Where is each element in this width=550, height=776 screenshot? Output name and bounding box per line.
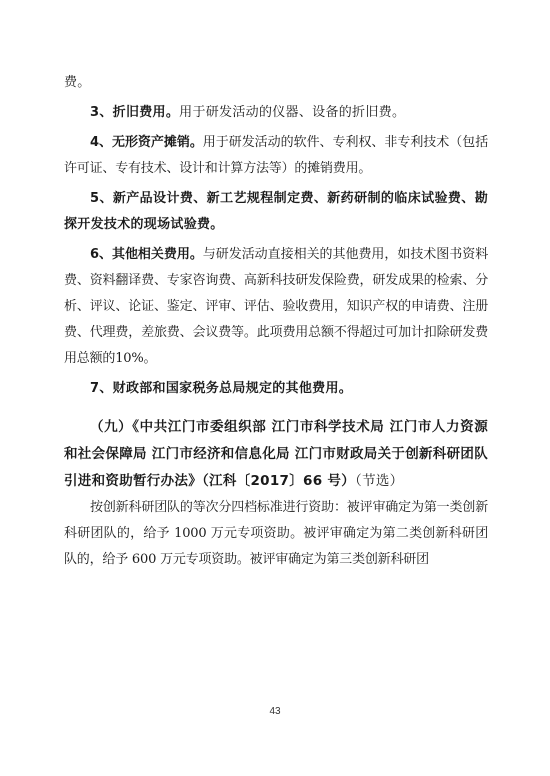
body-paragraph: 按创新科研团队的等次分四档标准进行资助：被评审确定为第一类创新科研团队的，给予 1000 万元专项资助。被评审确定为第二类创新科研团队的，给予 600 万元专项资助。被评审确定为第三类创新科研团: [64, 500, 488, 567]
item-heading: 4、无形资产摊销。: [90, 135, 203, 150]
item-heading: 3、折旧费用。: [90, 105, 180, 120]
list-item-5: [64, 186, 488, 238]
list-item-3: [64, 100, 488, 126]
page-content: [64, 70, 488, 573]
item-heading: 7、财政部和国家税务总局规定的其他费用。: [90, 381, 353, 396]
section-note: （节选）: [355, 473, 404, 489]
item-body: 用于研发活动的软件、专利权、非专利技术（包括许可证、专有技术、设计和计算方法等）的摊销费用。: [64, 135, 488, 176]
item-body: 与研发活动直接相关的其他费用，如技术图书资料费、资料翻译费、专家咨询费、高新科技研发保险费，研发成果的检索、分析、评议、论证、鉴定、评审、评估、验收费用，知识产权的申请费、注册费、代理费，差旅费、会议费等。此项费用总额不得超过可加计扣除研发费用总额的10%。: [64, 247, 488, 366]
list-item-7: [64, 376, 488, 402]
item-heading: 5、新产品设计费、新工艺规程制定费、新药研制的临床试验费、勘探开发技术的现场试验费。: [64, 191, 488, 232]
item-heading: 6、其他相关费用。: [90, 247, 203, 262]
page-number: 43: [269, 706, 281, 717]
list-item-6: [64, 242, 488, 372]
section-title: （九）《中共江门市委组织部 江门市科学技术局 江门市人力资源和社会保障局 江门市经济和信息化局 江门市财政局关于创新科研团队引进和资助暂行办法》（江科〔2017〕66 号）: [64, 419, 488, 489]
continued-text: 费。: [64, 75, 91, 90]
section-heading: [64, 414, 488, 495]
item-body: 用于研发活动的仪器、设备的折旧费。: [179, 105, 406, 120]
list-item-4: [64, 130, 488, 182]
